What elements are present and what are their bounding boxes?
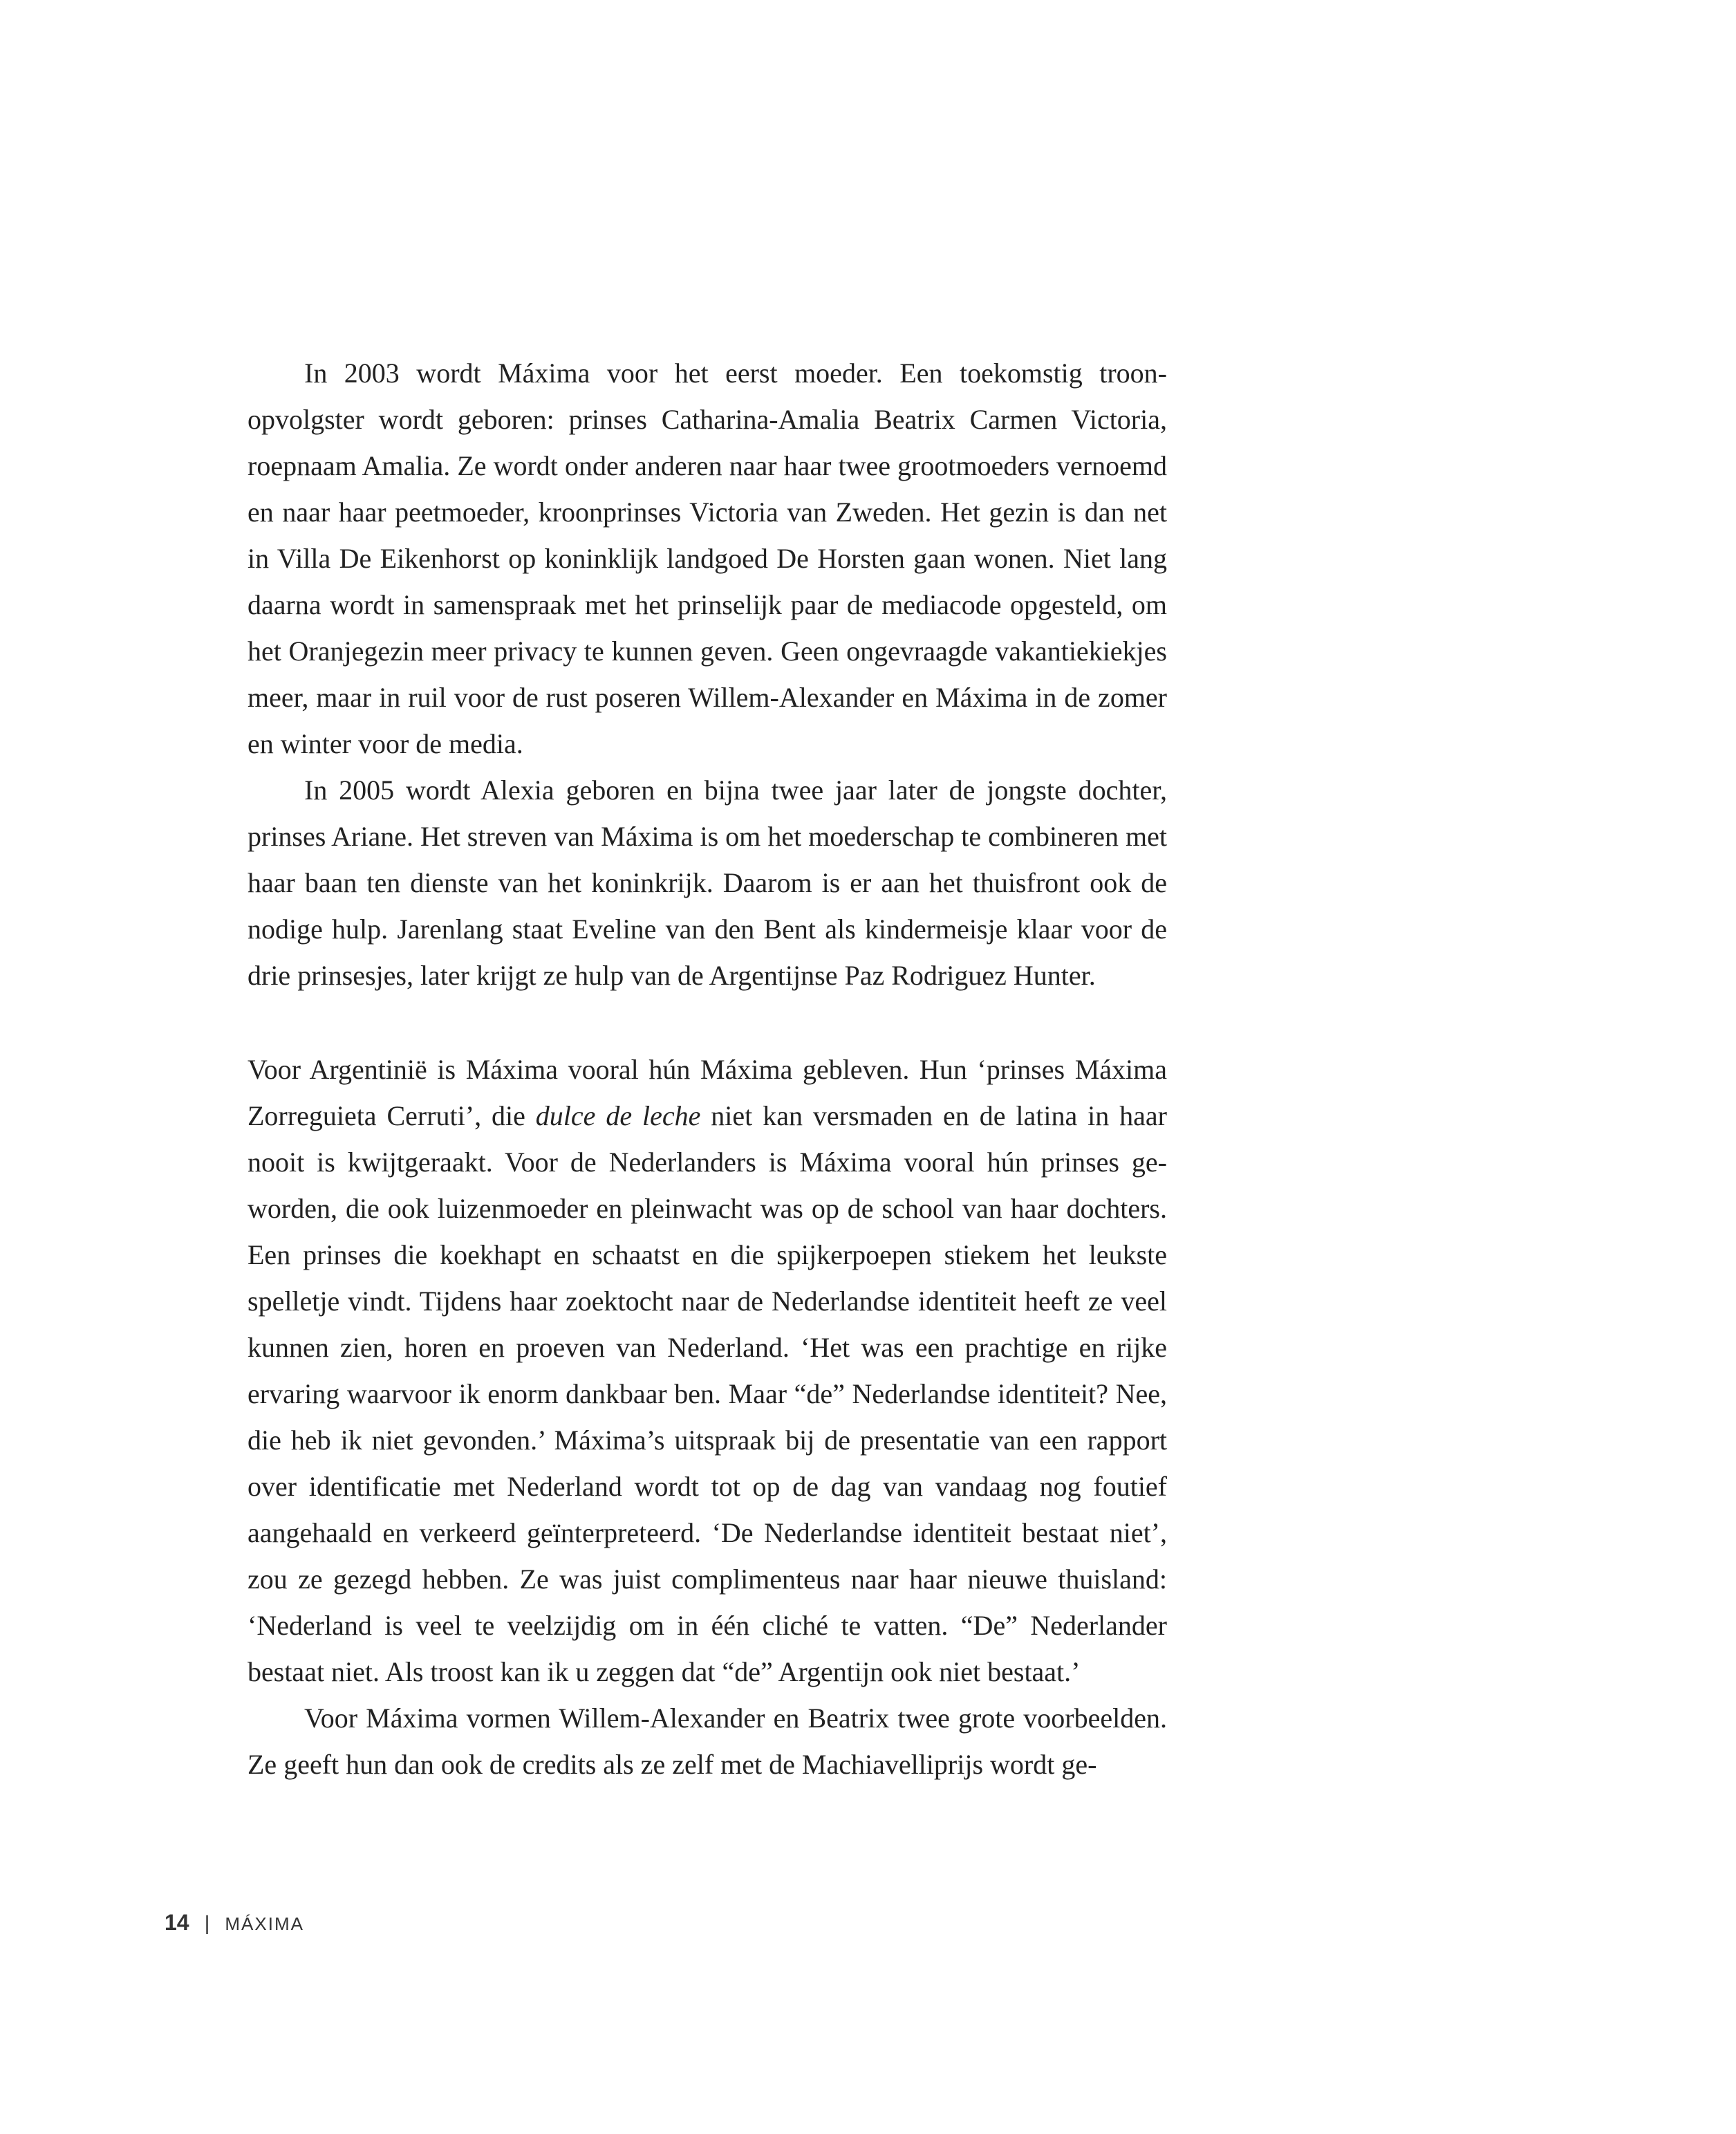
section-2 bbox=[248, 1046, 1167, 1788]
footer-separator: | bbox=[204, 1912, 210, 1935]
section-1 bbox=[248, 350, 1167, 999]
italic-dulce-de-leche: dulce de leche bbox=[535, 1100, 701, 1131]
page-number: 14 bbox=[165, 1910, 189, 1935]
paragraph-daughters: In 2005 wordt Alexia geboren en bijna twee jaar later de jongste dochter, prinses Ariane. Het streven van Máxima is om het moederschap te combineren met haar baan ten dienste van het koninkrijk. Daarom is er aan het thuisfront ook de nodige hulp. Jarenlang staat Eveline van den Bent als kindermeisje klaar voor de drie prinsesjes, later krijgt ze hulp van de Argentijnse Paz Rodriguez Hunter. bbox=[248, 774, 1167, 991]
page-footer bbox=[165, 1910, 304, 1936]
paragraph-identity bbox=[248, 1046, 1167, 1695]
running-title: MÁXIMA bbox=[225, 1913, 304, 1934]
identity-text-start: Voor Argentinië is Máxima vooral hún Máxima gebleven. Hun ‘prinses Máxima Zorreguieta Cerruti’, die bbox=[248, 1054, 1167, 1131]
identity-text-end: niet kan versmaden en de latina in haar nooit is kwijtgeraakt. Voor de Nederlanders is Máxima vooral hún prinses geworden, die ook luizenmoeder en pleinwacht was op de school van haar dochters. Een prinses die koekhapt en schaatst en die spijkerpoepen stiekem het leukste spelletje vindt. Tijdens haar zoektocht naar de Nederlandse identiteit heeft ze veel kunnen zien, horen en proeven van Nederland. ‘Het was een prachtige en rijke ervaring waarvoor ik enorm dankbaar ben. Maar “de” Nederlandse identiteit? Nee, die heb ik niet gevonden.’ Máxima’s uitspraak bij de presentatie van een rapport over identificatie met Nederland wordt tot op de dag van vandaag nog foutief aangehaald en verkeerd geïnterpreteerd. ‘De Nederlandse identiteit bestaat niet’, zou ze gezegd hebben. Ze was juist complimenteus naar haar nieuwe thuisland: ‘Nederland is veel te veelzijdig om in één cliché te vatten. “De” Nederlander bestaat niet. Als troost kan ik u zeggen dat “de” Argentijn ook niet bestaat.’ bbox=[248, 1100, 1168, 1687]
paragraph-role-models: Voor Máxima vormen Willem-Alexander en Beatrix twee grote voorbeelden. Ze geeft hun dan ook de credits als ze zelf met de Machiavelliprijs wordt ge- bbox=[248, 1702, 1167, 1780]
paragraph-motherhood: In 2003 wordt Máxima voor het eerst moeder. Een toekomstig troonopvolgster wordt geboren: prinses Catharina-Amalia Beatrix Carmen Victoria, roepnaam Amalia. Ze wordt onder anderen naar haar twee grootmoeders vernoemd en naar haar peetmoeder, kroonprinses Victoria van Zweden. Het gezin is dan net in Villa De Eikenhorst op koninklijk landgoed De Horsten gaan wonen. Niet lang daarna wordt in samenspraak met het prinselijk paar de mediacode opgesteld, om het Oranjegezin meer privacy te kunnen geven. Geen ongevraagde vakantiekiekjes meer, maar in ruil voor de rust poseren Willem-Alexander en Máxima in de zomer en winter voor de media. bbox=[248, 358, 1167, 759]
